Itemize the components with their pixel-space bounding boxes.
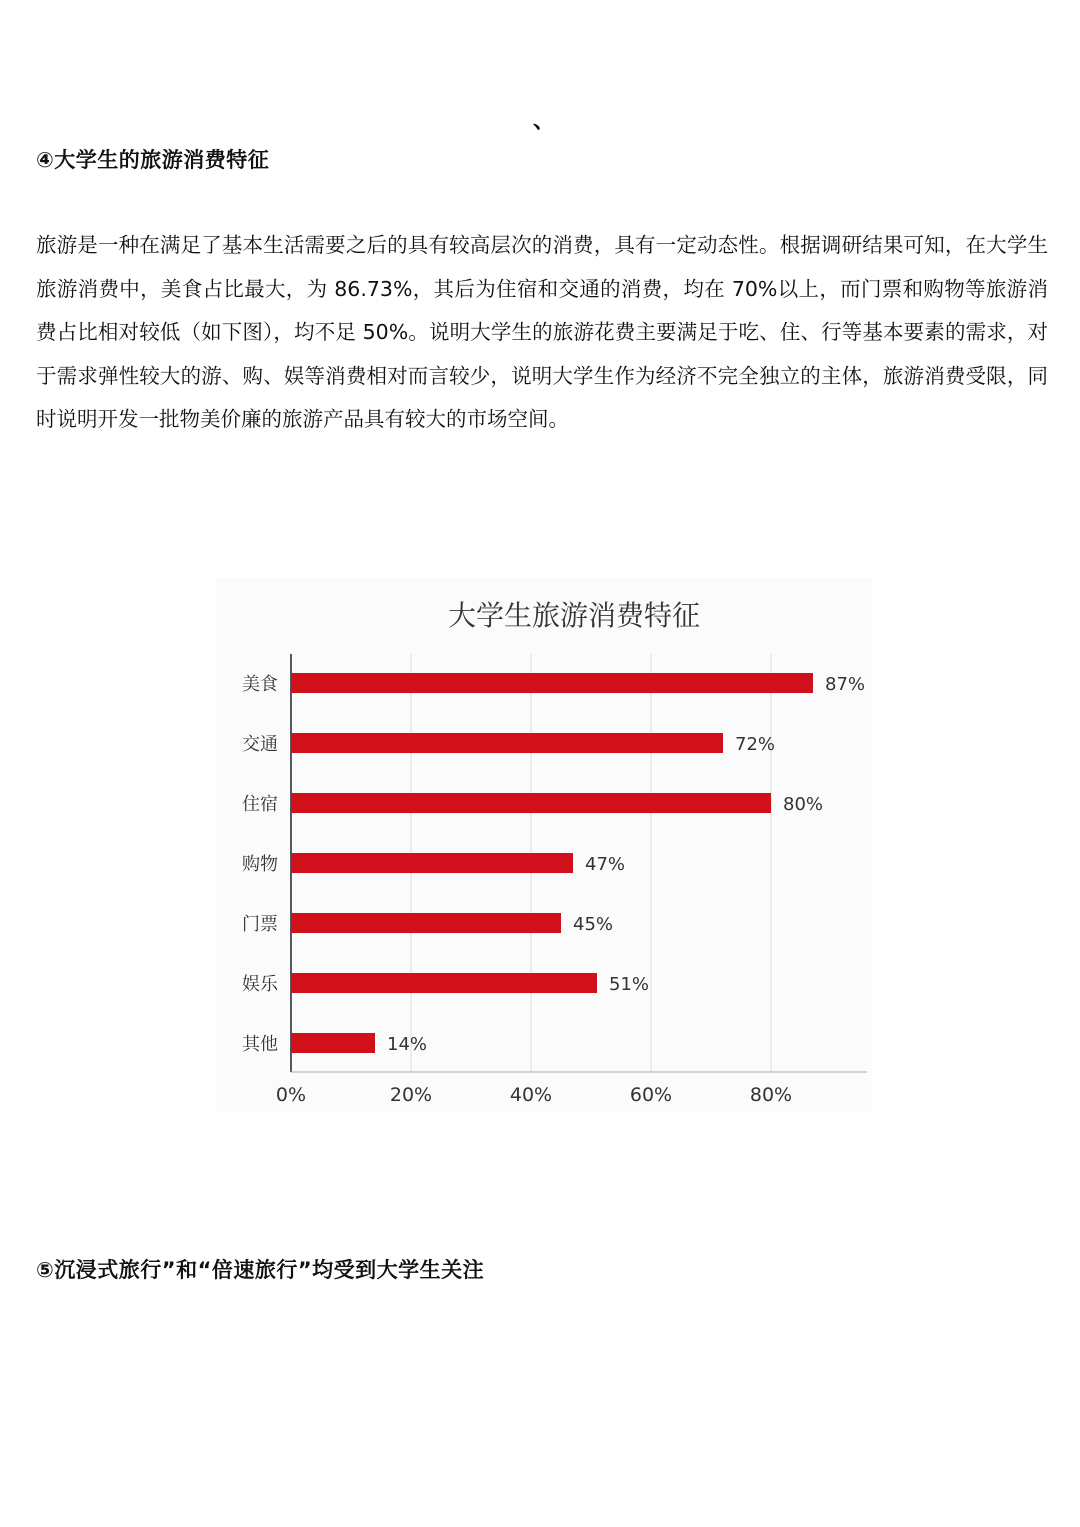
- value-label: 47%: [585, 854, 626, 875]
- category-label: 门票: [242, 914, 278, 935]
- category-label: 住宿: [242, 794, 278, 815]
- bar-6: [291, 1033, 375, 1053]
- category-label: 美食: [242, 674, 278, 695]
- bar-1: [291, 733, 723, 753]
- x-tick-label: 40%: [509, 1084, 553, 1106]
- bar-2: [291, 793, 771, 813]
- value-label: 72%: [735, 734, 776, 755]
- x-tick-label: 20%: [389, 1084, 433, 1106]
- value-label: 45%: [573, 914, 614, 935]
- value-label: 51%: [609, 974, 650, 995]
- value-label: 80%: [783, 794, 824, 815]
- chart-title: 大学生旅游消费特征: [447, 599, 701, 632]
- bar-4: [291, 913, 561, 933]
- x-tick-label: 60%: [629, 1084, 673, 1106]
- x-tick-label: 0%: [275, 1084, 307, 1106]
- category-label: 交通: [242, 734, 278, 755]
- value-label: 14%: [387, 1034, 428, 1055]
- consumption-chart: [216, 578, 872, 1112]
- category-label: 娱乐: [242, 974, 278, 995]
- chart-canvas: [216, 578, 872, 1112]
- category-label: 购物: [242, 854, 278, 875]
- bar-5: [291, 973, 597, 993]
- bar-3: [291, 853, 573, 873]
- bar-0: [291, 673, 813, 693]
- value-label: 87%: [825, 674, 866, 695]
- x-tick-label: 80%: [749, 1084, 793, 1106]
- category-label: 其他: [242, 1034, 278, 1055]
- section4-paragraph: 旅游是一种在满足了基本生活需要之后的具有较高层次的消费，具有一定动态性。根据调研结果可知，在大学生旅游消费中，美食占比最大，为 86.73%，其后为住宿和交通的消费，均在 70%以上，而门票和购物等旅游消费占比相对较低（如下图），均不足 50%。说明大学生的旅游花费主要满足于吃、住、行等基本要素的需求，对于需求弹性较大的游、购、娱等消费相对而言较少，说明大学生作为经济不完全独立的主体，旅游消费受限，同时说明开发一批物美价廉的旅游产品具有较大的市场空间。: [36, 233, 1048, 432]
- stray-mark: 、: [533, 109, 556, 134]
- section5-heading: ⑤沉浸式旅行”和“倍速旅行”均受到大学生关注: [36, 1258, 485, 1282]
- section4-heading: ④大学生的旅游消费特征: [36, 148, 270, 172]
